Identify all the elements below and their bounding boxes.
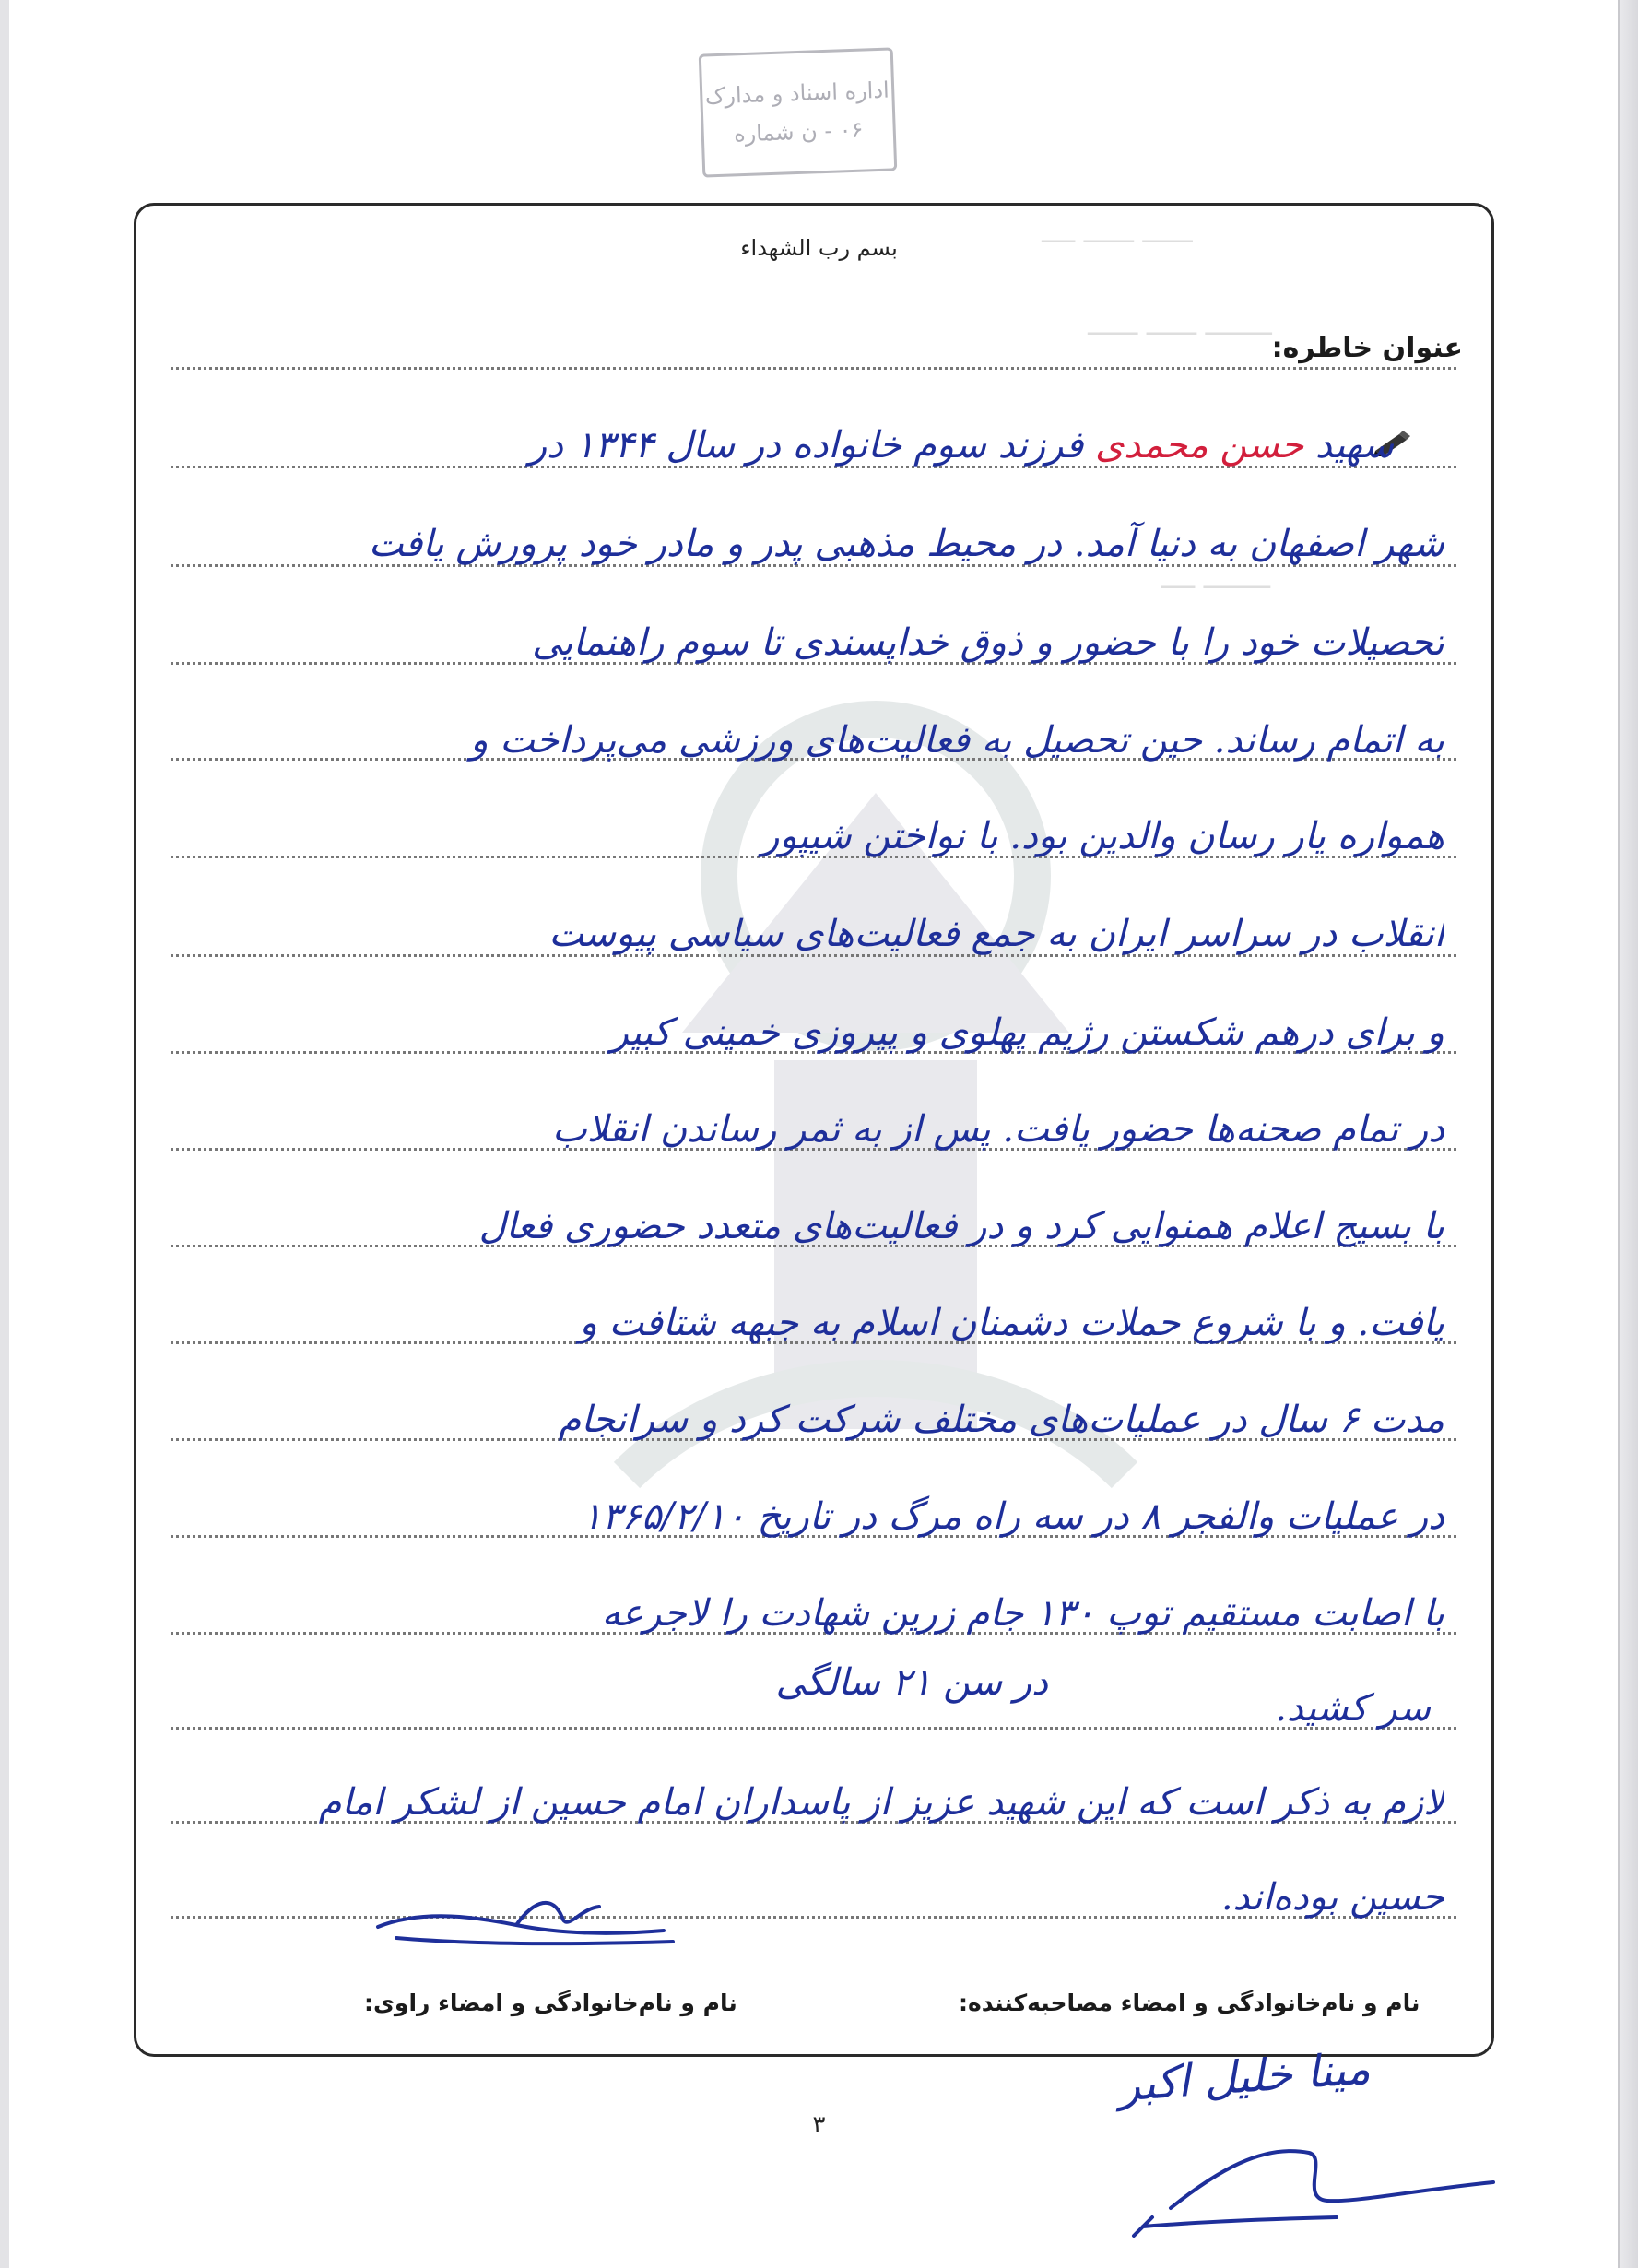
handwritten-line-12: در عملیات والفجر ۸ در سه راه مرگ در تاریخ ۱۳۶۵/۲/۱۰ [582,1495,1444,1538]
stamp-line-1: اداره اسناد و مدارک [704,77,890,110]
archive-stamp [699,47,898,177]
handwritten-line-6: انقلاب در سراسر ایران به جمع فعالیت‌های سیاسی پیوست [548,913,1444,955]
stamp-line-2: ۰۶ - ن شماره [733,116,864,148]
handwritten-line-13: با اصابت مستقیم توپ ۱۳۰ جام زرین شهادت را لاجرعه [601,1592,1444,1635]
handwritten-line-2: شهر اصفهان به دنیا آمد. در محیط مذهبی پدر و مادر خود پرورش یافت [368,523,1444,565]
ghost-text: ──── ── [1161,572,1270,604]
handwritten-line-7: و برای درهم شکستن رژیم پهلوی و پیروزی خمینی کبیر [610,1011,1444,1054]
handwritten-line-1-rest: فرزند سوم خانواده در سال ۱۳۴۴ در [528,424,1084,467]
narrator-signature-icon [369,1890,682,1964]
handwritten-title-prefix: سهید [1314,424,1394,467]
handwritten-line-11: مدت ۶ سال در عملیات‌های مختلف شرکت کرد و سرانجام [558,1399,1444,1441]
martyr-name: حسن محمدی [1095,424,1304,467]
ruled-line [171,367,1456,370]
narrator-label: نام و نام‌خانوادگی و امضاء راوی: [364,1990,737,2016]
handwritten-line-10: یافت. و با شروع حملات دشمنان اسلام به جبهه شتافت و [579,1302,1444,1344]
form-heading: بسم رب الشهداء [740,235,898,261]
handwritten-line-16: حسین بوده‌اند. [1220,1876,1444,1919]
handwritten-line-5: همواره یار رسان والدین بود. با نواختن شیپور [761,815,1444,857]
interviewer-signature-icon [1115,2134,1502,2245]
handwritten-line-3: تحصیلات خود را با حضور و ذوق خداپسندی تا سوم راهنمایی [532,621,1444,664]
page-edge-right [1618,0,1638,2268]
page-edge-left [0,0,9,2268]
page-number: ۳ [812,2111,826,2139]
handwritten-age: در سن ۲۱ سالگی [775,1661,1048,1704]
handwritten-line-1 [122,413,1394,478]
handwritten-line-4: به اتمام رساند. حین تحصیل به فعالیت‌های ورزشی می‌پرداخت و [470,719,1444,762]
handwritten-line-15: لازم به ذکر است که این شهید عزیز از پاسداران امام حسین از لشکر امام [318,1781,1444,1824]
memory-title-label: عنوان خاطره: [1271,332,1463,364]
interviewer-name: مینا خلیل اکبر [1116,2042,1373,2112]
ghost-text: ─── ─── ── [1042,226,1193,258]
ghost-text: ──── ─── ─── [1088,318,1272,350]
interviewer-label: نام و نام‌خانوادگی و امضاء مصاحبه‌کننده: [959,1990,1420,2016]
handwritten-line-14: سر کشید. [1275,1687,1431,1730]
handwritten-line-8: در تمام صحنه‌ها حضور یافت. پس از به ثمر رساندن انقلاب [552,1108,1444,1151]
handwritten-line-9: با بسیج اعلام همنوایی کرد و در فعالیت‌های متعدد حضوری فعال [478,1205,1444,1247]
